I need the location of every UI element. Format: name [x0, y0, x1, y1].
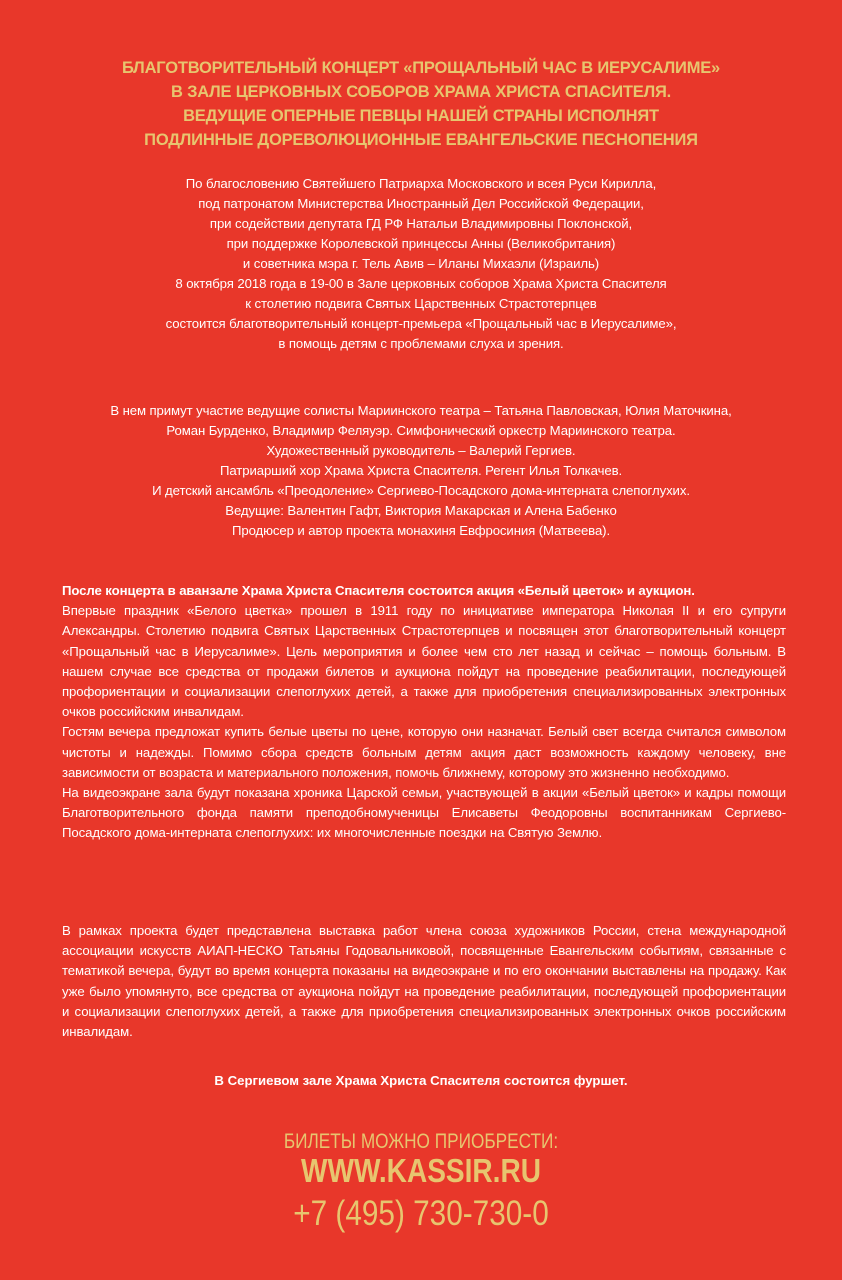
white-flower-paragraph: На видеоэкране зала будут показана хроника Царской семьи, участвующей в акции «Белый цветок» и кадры помощи Благотворительного фонда памяти преподобномученицы Елисаветы Феодоровны воспитанникам Сергиево-Посадского дома-интерната слепоглухих: их многочисленные поездки на Святую Землю. [62, 785, 786, 841]
intro-line: и советника мэра г. Тель Авив – Иланы Михаэли (Израиль) [242, 256, 600, 271]
intro-line: состоится благотворительный концерт-премьера «Прощальный час в Иерусалиме», [165, 316, 677, 331]
white-flower-section [62, 581, 786, 844]
participants-line: И детский ансамбль «Преодоление» Сергиево-Посадского дома-интерната слепоглухих. [152, 483, 690, 498]
tickets-website-link[interactable]: WWW.KASSIR.RU [301, 1152, 541, 1189]
headline-line: ВЕДУЩИЕ ОПЕРНЫЕ ПЕВЦЫ НАШЕЙ СТРАНЫ ИСПОЛНЯТ [183, 107, 659, 125]
white-flower-paragraph: Впервые праздник «Белого цветка» прошел в 1911 году по инициативе императора Николая II и его супруги Александры. Столетию подвига Святых Царственных Страстотерпцев и посвящен этот благотворительный концерт «Прощальный час в Иерусалиме». Цель мероприятия и более чем сто лет назад и сейчас – помощь больным. В нашем случае все средства от продажи билетов и аукциона пойдут на проведение реабилитации, последующей профориентации и социализации слепоглухих детей, а также для приобретения специализированных электронных очков российским инвалидам. [62, 603, 786, 720]
intro-line: при содействии депутата ГД РФ Натальи Владимировны Поклонской, [209, 216, 633, 231]
headline [40, 56, 802, 152]
participants-line: Ведущие: Валентин Гафт, Виктория Макарская и Алена Бабенко [225, 503, 617, 518]
intro-line: при поддержке Королевской принцессы Анны (Великобритания) [226, 236, 616, 251]
headline-line: ПОДЛИННЫЕ ДОРЕВОЛЮЦИОННЫЕ ЕВАНГЕЛЬСКИЕ ПЕСНОПЕНИЯ [144, 131, 698, 149]
intro-line: под патронатом Министерства Иностранный Дел Российской Федерации, [198, 196, 644, 211]
participants-line: В нем примут участие ведущие солисты Мариинского театра – Татьяна Павловская, Юлия Маточкина, [110, 403, 732, 418]
exhibition-section [62, 921, 786, 1042]
participants-line: Роман Бурденко, Владимир Феляуэр. Симфонический оркестр Мариинского театра. [166, 423, 676, 438]
buffet-note: В Сергиевом зале Храма Христа Спасителя состоится фуршет. [214, 1073, 628, 1088]
intro-line: По благословению Святейшего Патриарха Московского и всея Руси Кирилла, [185, 176, 657, 191]
exhibition-paragraph: В рамках проекта будет представлена выставка работ члена союза художников России, стена международной ассоциации искусств АИАП-НЕСКО Татьяны Годовальниковой, посвященные Евангельским событиям, связанные с тематикой вечера, будут во время концерта показаны на видеоэкране и по его окончании выставлены на продажу. Как уже было упомянуто, все средства от аукциона пойдут на проведение реабилитации, последующей профориентации и социализации слепоглухих детей, а также для приобретения специализированных электронных очков российским инвалидам. [62, 923, 786, 1040]
participants-block [30, 401, 812, 541]
participants-line: Патриарший хор Храма Христа Спасителя. Регент Илья Толкачев. [219, 463, 623, 478]
participants-line: Продюсер и автор проекта монахиня Евфросиния (Матвеева). [231, 523, 611, 538]
intro-line: 8 октября 2018 года в 19-00 в Зале церковных соборов Храма Христа Спасителя [175, 276, 667, 291]
intro-line: к столетию подвига Святых Царственных Страстотерпцев [245, 296, 597, 311]
intro-block [30, 174, 812, 354]
tickets-phone: +7 (495) 730-730-0 [293, 1194, 549, 1233]
intro-line: в помощь детям с проблемами слуха и зрения. [278, 336, 564, 351]
participants-line: Художественный руководитель – Валерий Гергиев. [266, 443, 576, 458]
tickets-label: БИЛЕТЫ МОЖНО ПРИОБРЕСТИ: [283, 1130, 559, 1153]
white-flower-lead: После концерта в аванзале Храма Христа Спасителя состоится акция «Белый цветок» и аукцион. [62, 583, 695, 598]
headline-line: БЛАГОТВОРИТЕЛЬНЫЙ КОНЦЕРТ «ПРОЩАЛЬНЫЙ ЧАС В ИЕРУСАЛИМЕ» [121, 59, 721, 77]
headline-line: В ЗАЛЕ ЦЕРКОВНЫХ СОБОРОВ ХРАМА ХРИСТА СПАСИТЕЛЯ. [170, 83, 671, 101]
white-flower-paragraph: Гостям вечера предложат купить белые цветы по цене, которую они назначат. Белый свет всегда считался символом чистоты и надежды. Помимо сбора средств больным детям акция даст возможность каждому человеку, вне зависимости от возраста и материального положения, помочь ближнему, которому это жизненно необходимо. [62, 724, 786, 780]
